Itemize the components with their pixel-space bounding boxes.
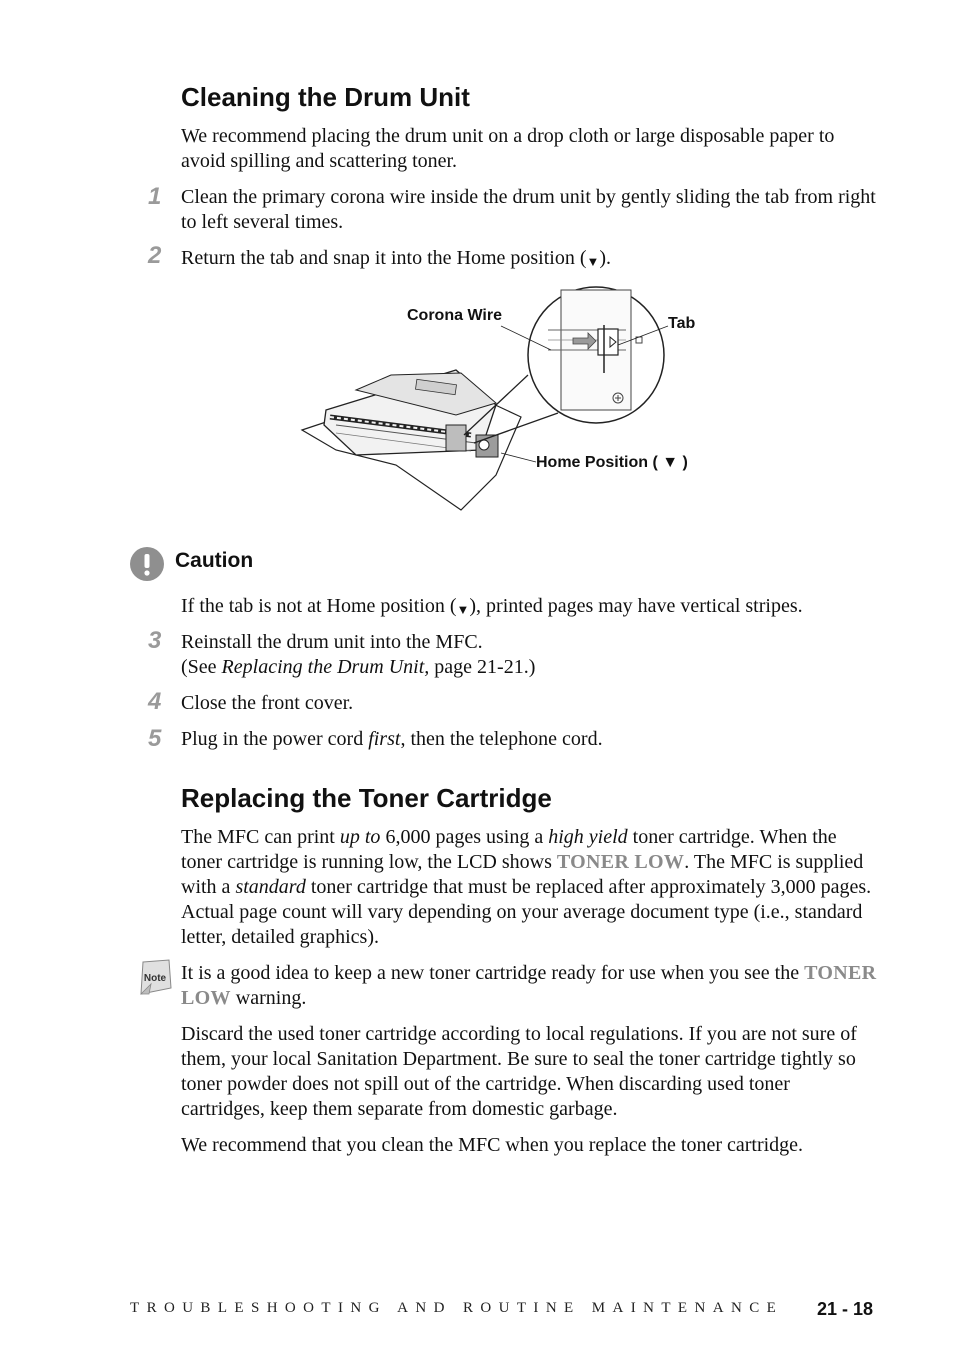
step-number-1: 1 — [148, 183, 162, 210]
figure-label-tab: Tab — [668, 315, 696, 332]
lcd-message: TONER LOW — [556, 851, 685, 873]
step-4-text: Close the front cover. — [181, 692, 354, 714]
lcd-message: TONER LOW — [181, 962, 877, 1009]
section-heading-cleaning-drum: Cleaning the Drum Unit — [181, 82, 470, 112]
down-triangle-icon: ▼ — [456, 602, 470, 617]
footer-chapter-title: TROUBLESHOOTING AND ROUTINE MAINTENANCE — [130, 1300, 784, 1316]
svg-text:Note: Note — [143, 973, 167, 984]
intro-paragraph: We recommend placing the drum unit on a drop cloth or large disposable paper to avoid spilling and scattering toner. — [181, 125, 835, 172]
step-5-text: Plug in the power cord first, then the telephone cord. — [181, 728, 603, 750]
step-number-3: 3 — [148, 627, 162, 654]
step-number-2: 2 — [148, 242, 162, 269]
exclamation-icon — [130, 547, 164, 581]
step-3-text: Reinstall the drum unit into the MFC. (See Replacing the Drum Unit, page 21-21.) — [181, 631, 536, 678]
caution-title: Caution — [175, 549, 254, 572]
down-triangle-icon: ▼ — [586, 254, 600, 269]
note-text: It is a good idea to keep a new toner cartridge ready for use when you see the TONER LOW warning. — [181, 962, 877, 1009]
toner-paragraph-3: We recommend that you clean the MFC when you replace the toner cartridge. — [181, 1134, 804, 1156]
step-1-text: Clean the primary corona wire inside the drum unit by gently sliding the tab from right to left several times. — [181, 186, 876, 233]
section-heading-replacing-toner: Replacing the Toner Cartridge — [181, 783, 552, 813]
toner-paragraph-1: The MFC can print up to 6,000 pages using a high yield toner cartridge. When the toner cartridge is running low, the LCD shows TONER LOW. The MFC is supplied with a standard toner cartridge that must be replaced after approximately 3,000 pages. Actual page count will vary depending on your average document type (i.e., standard letter, detailed graphics). — [181, 826, 872, 948]
caution-text: If the tab is not at Home position (▼), printed pages may have vertical stripes. — [181, 594, 881, 622]
figure-label-home-position: Home Position ( ▼ ) — [536, 454, 688, 471]
step-number-4: 4 — [148, 688, 162, 715]
step-number-5: 5 — [148, 725, 162, 752]
page-number: 21 - 18 — [817, 1299, 874, 1319]
step-2-text: Return the tab and snap it into the Home position (▼). — [181, 246, 881, 274]
figure-label-corona-wire: Corona Wire — [407, 307, 502, 324]
toner-paragraph-2: Discard the used toner cartridge according to local regulations. If you are not sure of them, your local Sanitation Department. Be sure to seal the toner cartridge tightly so toner powder does not spill out of the cartridge. When discarding used toner cartridges, keep them separate from domestic garbage. — [181, 1023, 857, 1120]
note-icon — [135, 958, 175, 998]
